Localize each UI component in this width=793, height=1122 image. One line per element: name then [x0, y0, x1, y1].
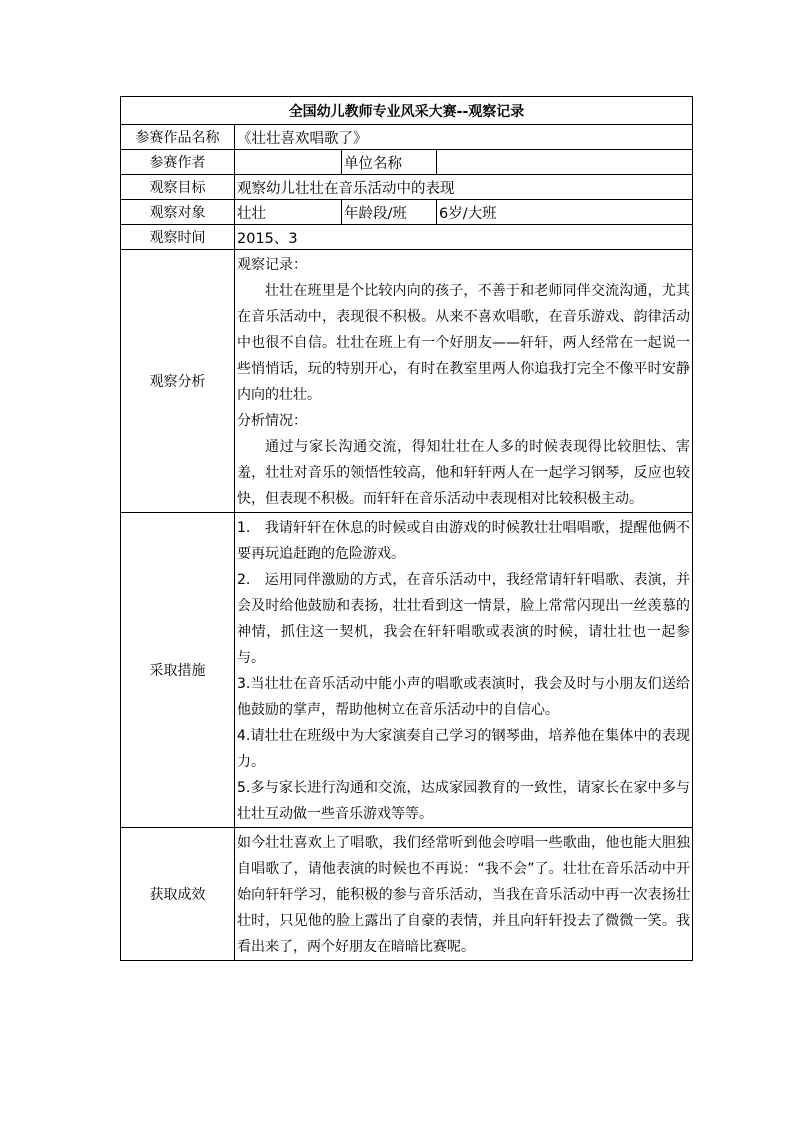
work-name-value: 《壮壮喜欢唱歌了》 — [235, 125, 693, 150]
situation-text: 通过与家长沟通交流，得知壮壮在人多的时候表现得比较胆怯、害羞，壮壮对音乐的领悟性较高，他和轩轩两人在一起学习钢琴，反应也较快，但表现不积极。而轩轩在音乐活动中表现相对比较积极主动。 — [237, 439, 690, 507]
time-value: 2015、3 — [235, 225, 693, 250]
measures-content — [235, 513, 693, 828]
analysis-label: 观察分析 — [121, 250, 235, 513]
subject-value: 壮壮 — [235, 200, 342, 225]
goal-value: 观察幼儿壮壮在音乐活动中的表现 — [235, 175, 693, 200]
measure-item: 5.多与家长进行沟通和交流，达成家园教育的一致性，请家长在家中多与壮壮互动做一些音乐游戏等等。 — [237, 780, 690, 822]
author-value — [235, 150, 342, 175]
age-label: 年龄段/班 — [342, 200, 437, 225]
measure-item: 4.请壮壮在班级中为大家演奏自己学习的钢琴曲，培养他在集体中的表现力。 — [237, 728, 690, 770]
form-title: 全国幼儿教师专业风采大赛--观察记录 — [121, 97, 693, 125]
results-label: 获取成效 — [121, 828, 235, 961]
situation-heading: 分析情况： — [237, 413, 307, 429]
analysis-content — [235, 250, 693, 513]
measure-item: 2. 运用同伴激励的方式，在音乐活动中，我经常请轩轩唱歌、表演，并会及时给他鼓励和表扬，壮壮看到这一情景，脸上常常闪现出一丝羡慕的神情，抓住这一契机，我会在轩轩唱歌或表演的时候，请壮壮也一起参与。 — [237, 572, 690, 666]
work-name-label: 参赛作品名称 — [121, 125, 235, 150]
measure-item: 3.当壮壮在音乐活动中能小声的唱歌或表演时，我会及时与小朋友们送给他鼓励的掌声，帮助他树立在音乐活动中的自信心。 — [237, 676, 690, 718]
author-label: 参赛作者 — [121, 150, 235, 175]
time-label: 观察时间 — [121, 225, 235, 250]
subject-label: 观察对象 — [121, 200, 235, 225]
age-value: 6岁/大班 — [437, 200, 693, 225]
record-text: 壮壮在班里是个比较内向的孩子，不善于和老师同伴交流沟通，尤其在音乐活动中，表现很不积极。从来不喜欢唱歌，在音乐游戏、韵律活动中也很不自信。壮壮在班上有一个好朋友——轩轩，两人经常在一起说一些悄悄话，玩的特别开心，有时在教室里两人你追我打完全不像平时安静内向的壮壮。 — [237, 283, 690, 403]
unit-label: 单位名称 — [342, 150, 437, 175]
results-text: 如今壮壮喜欢上了唱歌，我们经常听到他会哼唱一些歌曲，他也能大胆独自唱歌了，请他表演的时候也不再说：“我不会”了。壮壮在音乐活动中开始向轩轩学习，能积极的参与音乐活动，当我在音乐活动中再一次表扬壮壮时，只见他的脸上露出了自豪的表情，并且向轩轩投去了微微一笑。我看出来了，两个好朋友在暗暗比赛呢。 — [235, 828, 693, 961]
record-heading: 观察记录： — [237, 257, 307, 273]
goal-label: 观察目标 — [121, 175, 235, 200]
observation-record-table — [120, 96, 693, 961]
unit-value — [437, 150, 693, 175]
measure-item: 1. 我请轩轩在休息的时候或自由游戏的时候教壮壮唱唱歌，提醒他俩不要再玩追赶跑的危险游戏。 — [237, 520, 690, 562]
measures-label: 采取措施 — [121, 513, 235, 828]
